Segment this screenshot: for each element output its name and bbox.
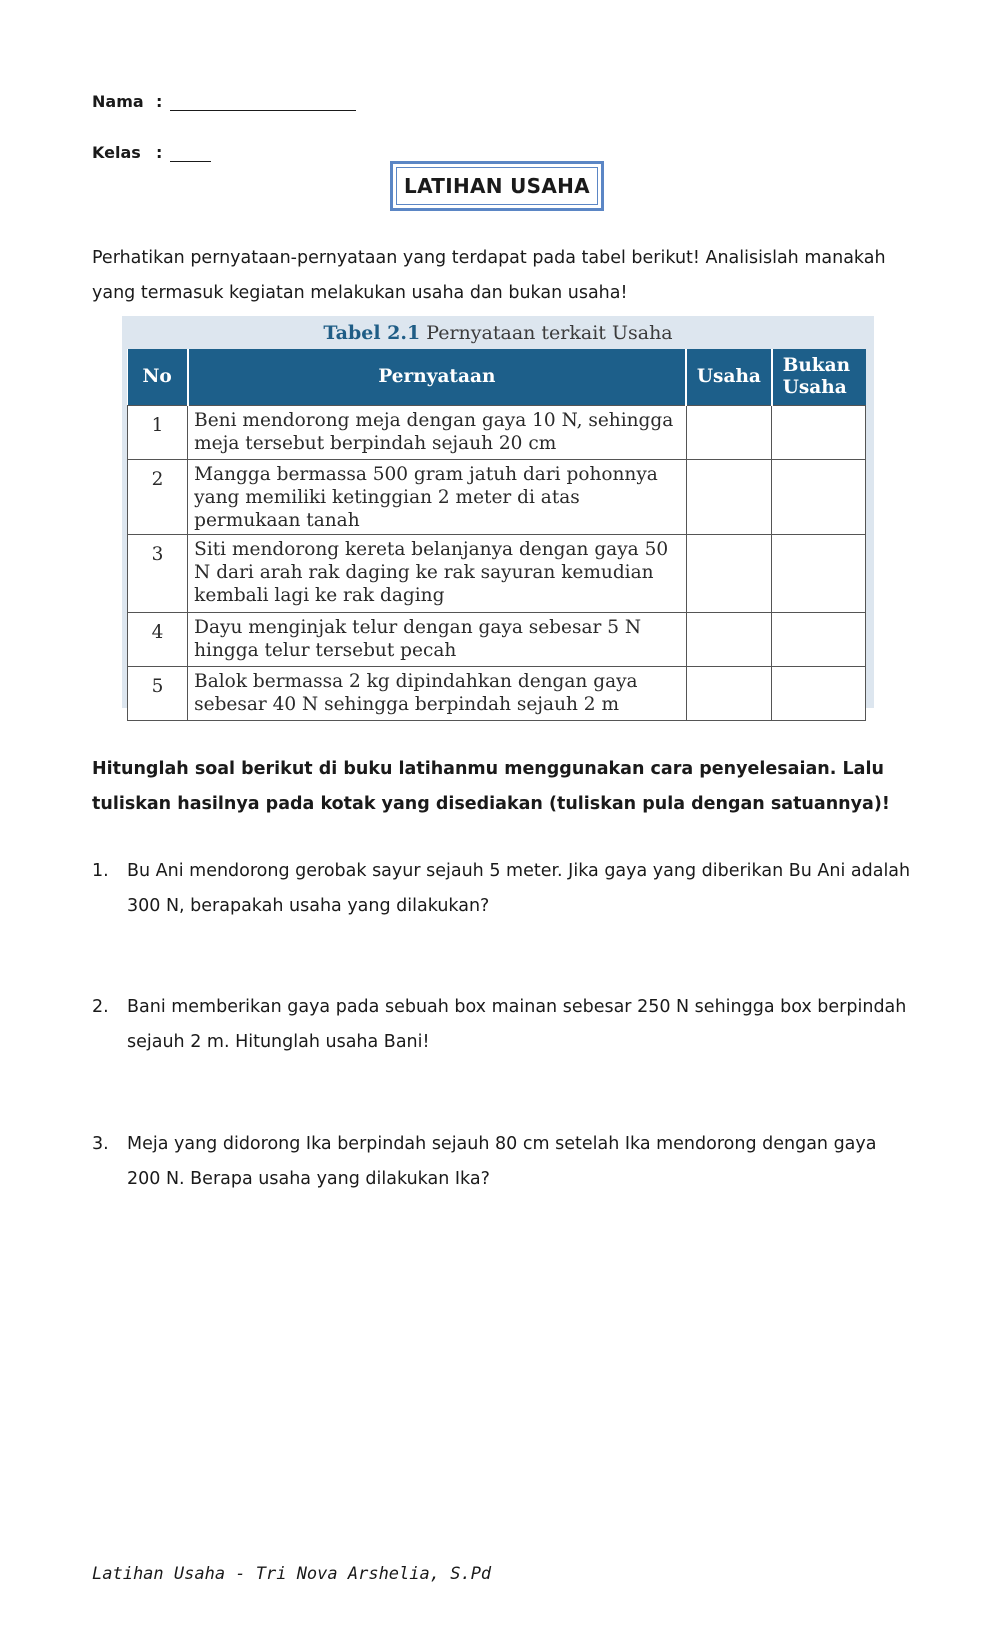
bukan-usaha-cell[interactable] xyxy=(772,667,866,721)
question-number: 3. xyxy=(92,1134,109,1154)
page-title: LATIHAN USAHA xyxy=(404,174,590,198)
kelas-field xyxy=(92,143,211,162)
kelas-colon: : xyxy=(156,143,163,162)
usaha-cell[interactable] xyxy=(686,613,772,667)
table-row xyxy=(128,613,866,667)
table-row xyxy=(128,460,866,535)
question-text: Bani memberikan gaya pada sebuah box mainan sebesar 250 N sehingga box berpindah sejauh 2 m. Hitunglah usaha Bani! xyxy=(127,997,907,1052)
bukan-usaha-cell[interactable] xyxy=(772,613,866,667)
instruction-paragraph: Hitunglah soal berikut di buku latihanmu menggunakan cara penyelesaian. Lalu tuliskan hasilnya pada kotak yang disediakan (tuliskan pula dengan satuannya)! xyxy=(92,759,890,814)
row-statement: Siti mendorong kereta belanjanya dengan gaya 50 N dari arah rak daging ke rak sayuran kemudian kembali lagi ke rak daging xyxy=(188,535,686,613)
row-statement: Beni mendorong meja dengan gaya 10 N, sehingga meja tersebut berpindah sejauh 20 cm xyxy=(188,406,686,460)
kelas-blank-line[interactable] xyxy=(170,143,211,162)
table-row xyxy=(128,535,866,613)
nama-blank-line[interactable] xyxy=(170,92,356,111)
header-usaha: Usaha xyxy=(686,349,772,406)
nama-label: Nama xyxy=(92,92,144,111)
table-caption-text: Pernyataan terkait Usaha xyxy=(426,322,673,344)
question-text: Bu Ani mendorong gerobak sayur sejauh 5 meter. Jika gaya yang diberikan Bu Ani adalah 300 N, berapakah usaha yang dilakukan? xyxy=(127,861,911,916)
kelas-label: Kelas xyxy=(92,143,141,162)
question-text: Meja yang didorong Ika berpindah sejauh 80 cm setelah Ika mendorong dengan gaya 200 N. Berapa usaha yang dilakukan Ika? xyxy=(127,1134,877,1189)
usaha-cell[interactable] xyxy=(686,667,772,721)
row-statement: Dayu menginjak telur dengan gaya sebesar 5 N hingga telur tersebut pecah xyxy=(188,613,686,667)
table-row xyxy=(128,667,866,721)
header-bukan-usaha xyxy=(772,349,866,406)
nama-field xyxy=(92,92,356,111)
usaha-cell[interactable] xyxy=(686,406,772,460)
title-box xyxy=(390,161,604,211)
row-number: 4 xyxy=(128,613,188,667)
row-number: 2 xyxy=(128,460,188,535)
row-number: 5 xyxy=(128,667,188,721)
header-pernyataan: Pernyataan xyxy=(188,349,686,406)
table-header-row xyxy=(128,349,866,406)
page-footer: Latihan Usaha - Tri Nova Arshelia, S.Pd xyxy=(92,1564,492,1584)
row-statement: Mangga bermassa 500 gram jatuh dari pohonnya yang memiliki ketinggian 2 meter di atas permukaan tanah xyxy=(188,460,686,535)
intro-paragraph: Perhatikan pernyataan-pernyataan yang terdapat pada tabel berikut! Analisislah manakah yang termasuk kegiatan melakukan usaha dan bukan usaha! xyxy=(92,248,886,303)
table-row xyxy=(128,406,866,460)
table-caption-number: Tabel 2.1 xyxy=(323,322,421,344)
question-number: 1. xyxy=(92,861,109,881)
header-bukan-line2: Usaha xyxy=(782,377,847,398)
bukan-usaha-cell[interactable] xyxy=(772,535,866,613)
row-number: 1 xyxy=(128,406,188,460)
table-caption xyxy=(122,322,874,344)
question-number: 2. xyxy=(92,997,109,1017)
nama-colon: : xyxy=(156,92,163,111)
usaha-cell[interactable] xyxy=(686,460,772,535)
bukan-usaha-cell[interactable] xyxy=(772,460,866,535)
statement-table-figure xyxy=(122,316,874,715)
row-number: 3 xyxy=(128,535,188,613)
usaha-cell[interactable] xyxy=(686,535,772,613)
header-bukan-line1: Bukan xyxy=(782,355,851,376)
statement-table xyxy=(127,349,866,721)
bukan-usaha-cell[interactable] xyxy=(772,406,866,460)
header-no: No xyxy=(128,349,188,406)
row-statement: Balok bermassa 2 kg dipindahkan dengan gaya sebesar 40 N sehingga berpindah sejauh 2 m xyxy=(188,667,686,721)
